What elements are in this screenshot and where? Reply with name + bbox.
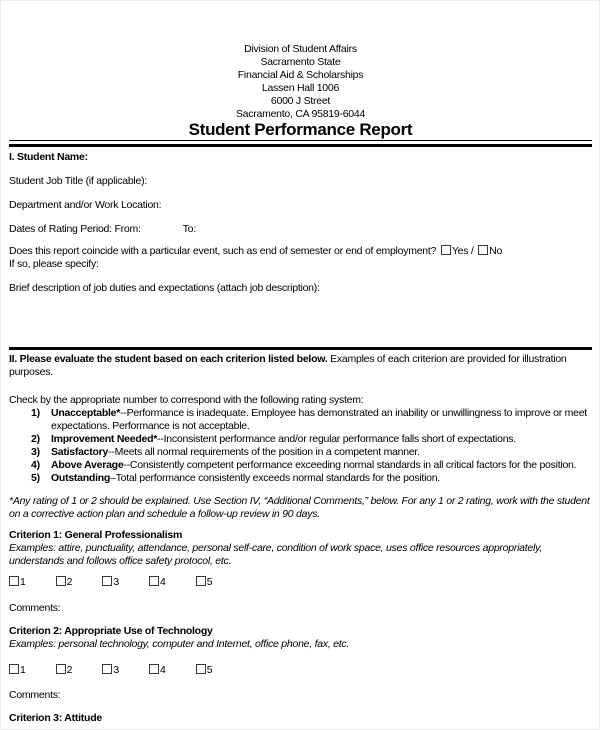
- event-question-label: Does this report coincide with a particular event, such as end of semester or end of employment?: [9, 245, 437, 257]
- no-label: No: [489, 245, 503, 257]
- scale-option: 2: [56, 664, 100, 677]
- section2-heading: [9, 353, 592, 379]
- section1-heading: I. Student Name:: [9, 151, 88, 163]
- letterhead-line: Lassen Hall 1006: [261, 82, 340, 94]
- field-job-title: Student Job Title (if applicable):: [9, 175, 147, 187]
- rating-checkbox-4[interactable]: [149, 576, 159, 586]
- yes-label: Yes /: [451, 245, 474, 257]
- criterion-1-scale: [9, 576, 592, 589]
- rating-checkbox-3[interactable]: [102, 576, 112, 586]
- criterion-2-title: Criterion 2: Appropriate Use of Technology: [9, 625, 213, 637]
- rating-period-to-label: To:: [182, 223, 196, 235]
- field-specify: If so, please specify:: [9, 258, 99, 270]
- rating-checkbox-4[interactable]: [149, 664, 159, 674]
- criterion-1-comments-label: Comments:: [9, 602, 61, 614]
- rating-checkbox-2[interactable]: [56, 664, 66, 674]
- criterion-1-title: Criterion 1: General Professionalism: [9, 529, 183, 541]
- rating-checkbox-5[interactable]: [196, 664, 206, 674]
- scale-option: 3: [102, 576, 146, 589]
- field-rating-period: [9, 223, 592, 236]
- field-department: Department and/or Work Location:: [9, 199, 162, 211]
- rating-definition: 5) Outstanding–Total performance consistently exceeds normal standards for the position.: [31, 472, 441, 484]
- rating-checkbox-2[interactable]: [56, 576, 66, 586]
- section2-heading-bold: II. Please evaluate the student based on each criterion listed below.: [9, 353, 328, 365]
- criterion-2-examples: Examples: personal technology, computer and Internet, office phone, fax, etc.: [9, 638, 350, 650]
- scale-option: 1: [9, 576, 53, 589]
- page-title: Student Performance Report: [9, 121, 592, 141]
- rating-system-intro: Check by the appropriate number to correspond with the following rating system:: [9, 394, 364, 406]
- rating-period-label: Dates of Rating Period: From:: [9, 223, 141, 235]
- section-student-info: [9, 144, 592, 347]
- scale-option: 3: [102, 664, 146, 677]
- rating-definition: 1) Unacceptable*--Performance is inadequate. Employee has demonstrated an inability or unwillingness to improve or meet expectations. Performance is not acceptable.: [31, 407, 587, 432]
- rating-checkbox-1[interactable]: [9, 664, 19, 674]
- criterion-3-title: Criterion 3: Attitude: [9, 712, 102, 724]
- letterhead-line: Division of Student Affairs: [244, 43, 357, 55]
- section2-heading-rest: Examples of each criterion are provided for illustration purposes.: [9, 353, 567, 378]
- scale-option: 1: [9, 664, 53, 677]
- write-in-area[interactable]: [9, 295, 592, 347]
- rating-definition: 4) Above Average--Consistently competent performance exceeding normal standards in all critical factors for the position.: [31, 459, 577, 471]
- rating-definition: 3) Satisfactory--Meets all normal requirements of the position in a competent manner.: [31, 446, 420, 458]
- rating-checkbox-5[interactable]: [196, 576, 206, 586]
- rating-footnote: *Any rating of 1 or 2 should be explained. Use Section IV, “Additional Comments,” below. For any 1 or 2 rating, work with the student on a corrective action plan and schedule a follow-up review in 90 days.: [9, 495, 590, 520]
- rating-system-list: [9, 407, 592, 485]
- field-duties: Brief description of job duties and expectations (attach job description):: [9, 282, 320, 294]
- letterhead: [9, 1, 592, 121]
- rating-checkbox-3[interactable]: [102, 664, 112, 674]
- criterion-2-comments-label: Comments:: [9, 689, 61, 701]
- section-evaluation: [9, 347, 592, 730]
- criterion-2-scale: [9, 664, 592, 677]
- letterhead-line: Financial Aid & Scholarships: [237, 69, 364, 81]
- scale-option: 4: [149, 664, 193, 677]
- letterhead-line: Sacramento, CA 95819-6044: [235, 108, 366, 120]
- field-event-question: [9, 245, 592, 258]
- rating-definition: 2) Improvement Needed*--Inconsistent performance and/or regular performance falls short of expectations.: [31, 433, 516, 445]
- yes-checkbox[interactable]: [441, 245, 451, 255]
- letterhead-line: Sacramento State: [260, 56, 341, 68]
- no-checkbox[interactable]: [478, 245, 488, 255]
- scale-option: 5: [196, 576, 240, 589]
- scale-option: 2: [56, 576, 100, 589]
- letterhead-line: 6000 J Street: [270, 95, 331, 107]
- rating-checkbox-1[interactable]: [9, 576, 19, 586]
- scale-option: 5: [196, 664, 240, 677]
- scale-option: 4: [149, 576, 193, 589]
- criterion-1-examples: Examples: attire, punctuality, attendance, personal self-care, condition of work space, uses office resources appropriately, understands and follows office safety protocol, etc.: [9, 542, 542, 567]
